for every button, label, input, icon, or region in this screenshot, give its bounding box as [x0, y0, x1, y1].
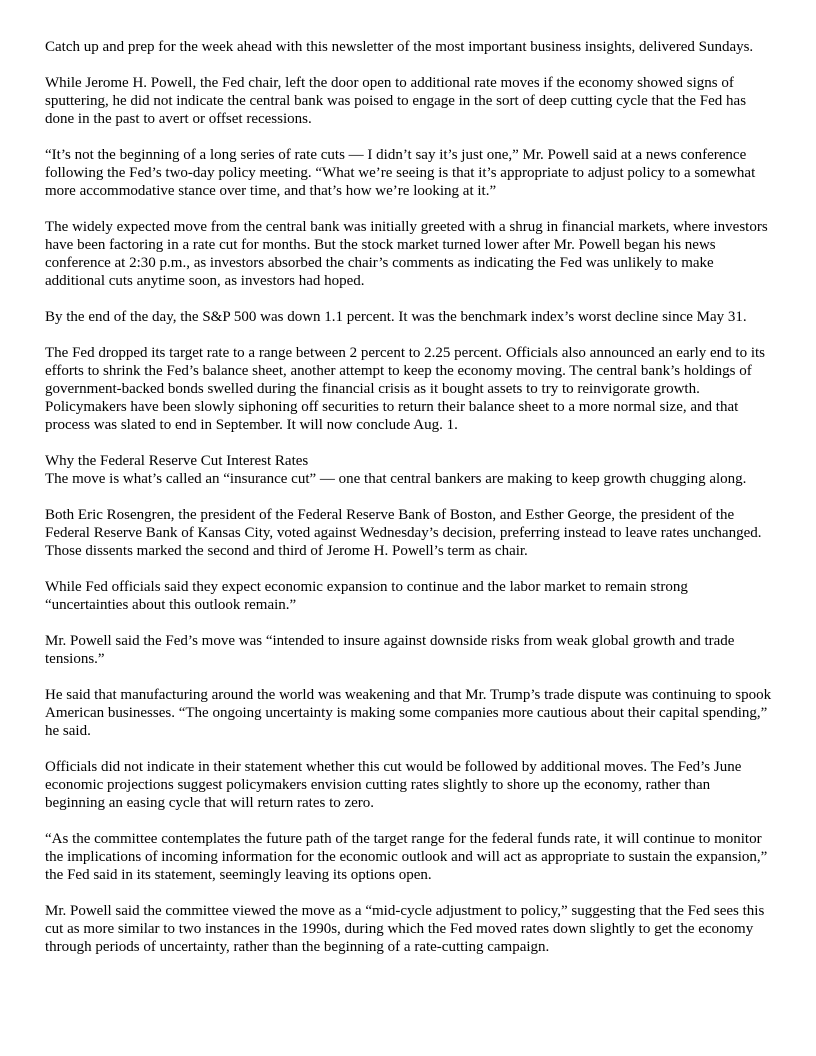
article-paragraph: Mr. Powell said the Fed’s move was “intended to insure against downside risks from weak global growth and trade tensions.”	[45, 633, 735, 667]
newsletter-promo-paragraph: Catch up and prep for the week ahead with this newsletter of the most important business insights, delivered Sundays.	[45, 39, 754, 55]
article-paragraph: “It’s not the beginning of a long series of rate cuts — I didn’t say it’s just one,” Mr. Powell said at a news conference following the Fed’s two-day policy meeting. “What we’re seeing is that it’s appropriate to adjust policy to a somewhat more accommodative stance over time, and that’s how we’re looking at it.”	[45, 147, 756, 199]
article-paragraph: The move is what’s called an “insurance cut” — one that central bankers are making to keep growth chugging along.	[45, 471, 747, 487]
article-paragraph: By the end of the day, the S&P 500 was down 1.1 percent. It was the benchmark index’s worst decline since May 31.	[45, 309, 747, 325]
article-body	[45, 38, 773, 974]
related-article-link[interactable]: Why the Federal Reserve Cut Interest Rates	[45, 453, 309, 469]
article-paragraph: Both Eric Rosengren, the president of the Federal Reserve Bank of Boston, and Esther George, the president of the Federal Reserve Bank of Kansas City, voted against Wednesday’s decision, preferring instead to leave rates unchanged. Those dissents marked the second and third of Jerome H. Powell’s term as chair.	[45, 507, 762, 559]
article-paragraph: “As the committee contemplates the future path of the target range for the federal funds rate, it will continue to monitor the implications of incoming information for the economic outlook and will act as appropriate to sustain the expansion,” the Fed said in its statement, seemingly leaving its options open.	[45, 831, 768, 883]
article-paragraph: While Jerome H. Powell, the Fed chair, left the door open to additional rate moves if the economy showed signs of sputtering, he did not indicate the central bank was poised to engage in the sort of deep cutting cycle that the Fed has done in the past to avert or offset recessions.	[45, 75, 747, 127]
article-paragraph: Mr. Powell said the committee viewed the move as a “mid-cycle adjustment to policy,” suggesting that the Fed sees this cut as more similar to two instances in the 1990s, during which the Fed moved rates down slightly to get the economy through periods of uncertainty, rather than the beginning of a rate-cutting campaign.	[45, 903, 765, 955]
article-paragraph: While Fed officials said they expect economic expansion to continue and the labor market to remain strong “uncertainties about this outlook remain.”	[45, 579, 688, 613]
article-paragraph: Officials did not indicate in their statement whether this cut would be followed by additional moves. The Fed’s June economic projections suggest policymakers envision cutting rates slightly to shore up the economy, rather than beginning an easing cycle that will return rates to zero.	[45, 759, 742, 811]
article-paragraph: The Fed dropped its target rate to a range between 2 percent to 2.25 percent. Officials also announced an early end to its efforts to shrink the Fed’s balance sheet, another attempt to keep the economy moving. The central bank’s holdings of government-backed bonds swelled during the financial crisis as it bought assets to try to reinvigorate growth. Policymakers have been slowly siphoning off securities to return their balance sheet to a more normal size, and that process was slated to end in September. It will now conclude Aug. 1.	[45, 345, 766, 433]
article-paragraph: He said that manufacturing around the world was weakening and that Mr. Trump’s trade dispute was continuing to spook American businesses. “The ongoing uncertainty is making some companies more cautious about their capital spending,” he said.	[45, 687, 772, 739]
article-paragraph: The widely expected move from the central bank was initially greeted with a shrug in financial markets, where investors have been factoring in a rate cut for months. But the stock market turned lower after Mr. Powell began his news conference at 2:30 p.m., as investors absorbed the chair’s comments as indicating the Fed was unlikely to make additional cuts anytime soon, as investors had hoped.	[45, 219, 768, 289]
